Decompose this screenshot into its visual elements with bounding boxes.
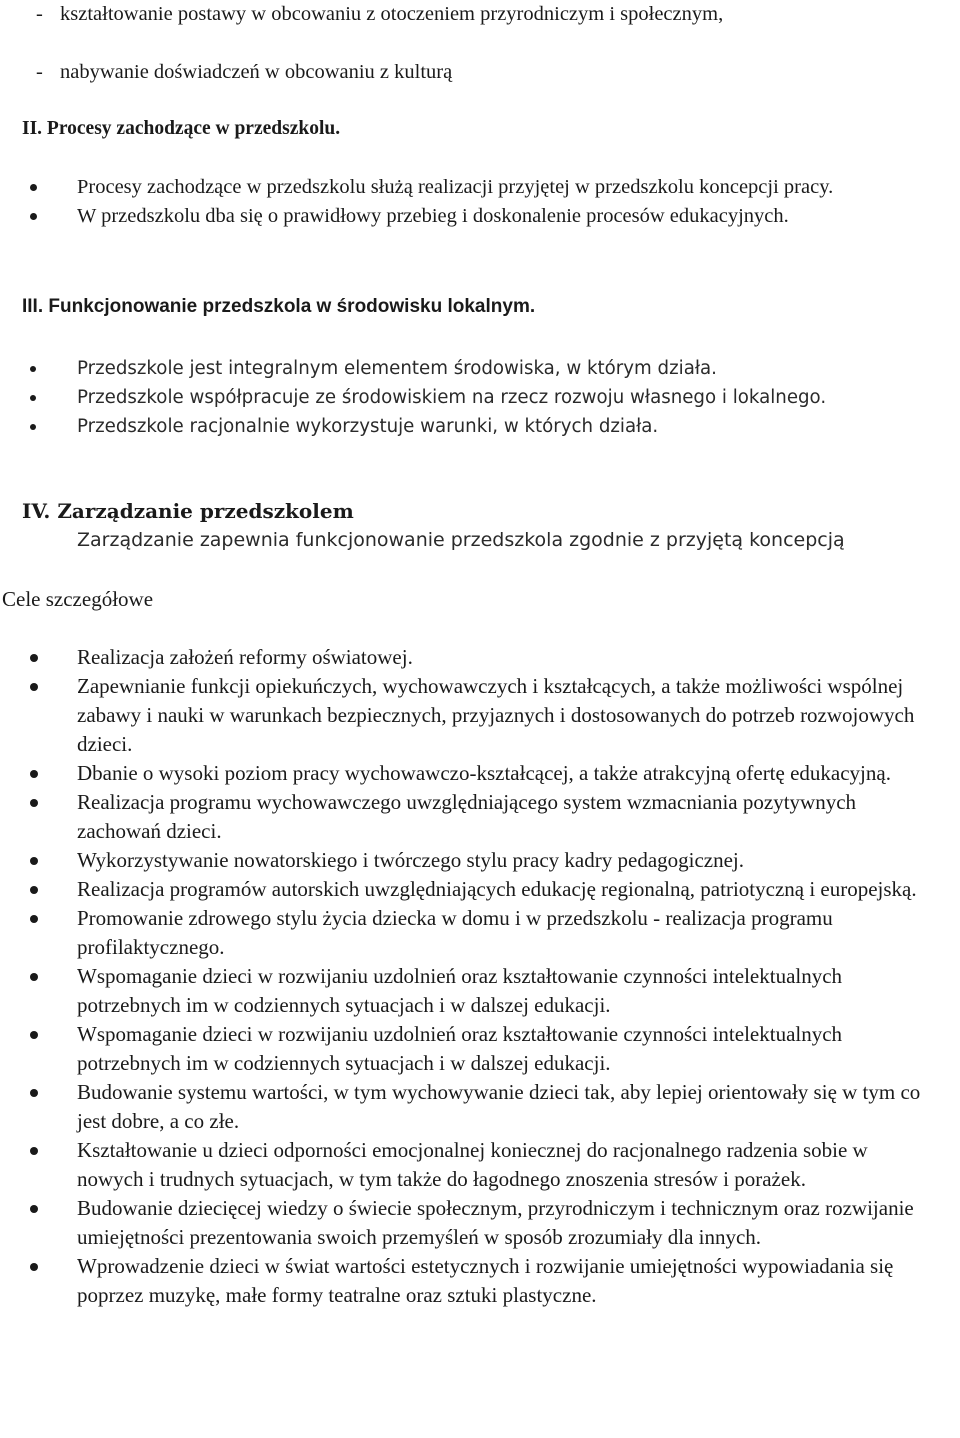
list-item-text: Promowanie zdrowego stylu życia dziecka w domu i w przedszkolu - realizacja programu profilaktycznego. — [77, 906, 833, 959]
bullet-icon — [30, 973, 38, 981]
bullet-icon — [30, 424, 36, 430]
bullet-icon — [30, 857, 38, 865]
bullet-icon — [30, 1031, 38, 1039]
section-4-subtitle: Zarządzanie zapewnia funkcjonowanie przedszkola zgodnie z przyjętą koncepcją — [77, 529, 845, 551]
list-item — [0, 354, 860, 383]
list-item-text: Wykorzystywanie nowatorskiego i twórczego stylu pracy kadry pedagogicznej. — [77, 848, 745, 872]
list-item — [0, 202, 900, 231]
section-3-list — [0, 354, 860, 441]
section-3-heading: III. Funkcjonowanie przedszkola w środowisku lokalnym. — [22, 296, 536, 317]
section-2-list — [0, 173, 900, 231]
section-4-heading — [22, 497, 354, 525]
bullet-icon — [30, 654, 38, 662]
bullet-icon — [30, 799, 38, 807]
bullet-icon — [30, 886, 38, 894]
dash-marker: - — [36, 3, 43, 25]
list-item — [0, 643, 935, 672]
list-item — [0, 846, 935, 875]
list-item — [0, 875, 935, 904]
list-item — [0, 412, 860, 441]
list-item — [0, 383, 860, 412]
section-2-heading: II. Procesy zachodzące w przedszkolu. — [22, 118, 341, 139]
bullet-icon — [30, 366, 36, 372]
list-item-text: Realizacja programu wychowawczego uwzględniającego system wzmacniania pozytywnych zachowań dzieci. — [77, 790, 857, 843]
list-item-text: Przedszkole współpracuje ze środowiskiem na rzecz rozwoju własnego i lokalnego. — [77, 387, 827, 408]
intro-line-1 — [36, 0, 723, 29]
bullet-icon — [30, 770, 38, 778]
list-item — [0, 1020, 935, 1078]
list-item — [0, 672, 935, 759]
list-item-text: Realizacja programów autorskich uwzględniających edukację regionalną, patriotyczną i europejską. — [77, 877, 917, 901]
section-4-title: Zarządzanie przedszkolem — [57, 499, 354, 523]
list-item — [0, 759, 935, 788]
list-item-text: Wspomaganie dzieci w rozwijaniu uzdolnień oraz kształtowanie czynności intelektualnych potrzebnych im w codziennych sytuacjach i w dalszej edukacji. — [77, 1022, 843, 1075]
list-item-text: Kształtowanie u dzieci odporności emocjonalnej koniecznej do racjonalnego radzenia sobie w nowych i trudnych sytuacjach, w tym także do łagodnego znoszenia stresów i porażek. — [77, 1138, 868, 1191]
cele-heading: Cele szczegółowe — [2, 587, 154, 611]
list-item — [0, 173, 900, 202]
list-item-text: Zapewnianie funkcji opiekuńczych, wychowawczych i kształcących, a także możliwości wspólnej zabawy i nauki w warunkach bezpiecznych, przyjaznych i dostosowanych do potrzeb rozwojowych dzieci. — [77, 674, 915, 756]
list-item-text: W przedszkolu dba się o prawidłowy przebieg i doskonalenie procesów edukacyjnych. — [77, 205, 789, 227]
list-item — [0, 904, 935, 962]
list-item — [0, 962, 935, 1020]
bullet-icon — [30, 213, 37, 220]
bullet-icon — [30, 683, 38, 691]
dash-marker: - — [36, 61, 43, 83]
list-item-text: Budowanie systemu wartości, w tym wychowywanie dzieci tak, aby lepiej orientowały się w tym co jest dobre, a co złe. — [77, 1080, 921, 1133]
list-item — [0, 1078, 935, 1136]
list-item-text: Realizacja założeń reformy oświatowej. — [77, 645, 413, 669]
list-item-text: Dbanie o wysoki poziom pracy wychowawczo-kształcącej, a także atrakcyjną ofertę edukacyjną. — [77, 761, 891, 785]
list-item-text: Przedszkole racjonalnie wykorzystuje warunki, w których działa. — [77, 416, 659, 437]
bullet-icon — [30, 395, 36, 401]
bullet-icon — [30, 1147, 38, 1155]
list-item — [0, 788, 935, 846]
bullet-icon — [30, 1205, 38, 1213]
list-item — [0, 1194, 935, 1252]
section-4-number: IV. — [22, 499, 51, 523]
list-item-text: Budowanie dziecięcej wiedzy o świecie społecznym, przyrodniczym i technicznym oraz rozwijanie umiejętności prezentowania swoich przemyśleń w sposób zrozumiały dla innych. — [77, 1196, 914, 1249]
bullet-icon — [30, 915, 38, 923]
list-item-text: Procesy zachodzące w przedszkolu służą realizacji przyjętej w przedszkolu koncepcji pracy. — [77, 176, 834, 198]
list-item-text: Wspomaganie dzieci w rozwijaniu uzdolnień oraz kształtowanie czynności intelektualnych potrzebnych im w codziennych sytuacjach i w dalszej edukacji. — [77, 964, 843, 1017]
list-item — [0, 1136, 935, 1194]
bullet-icon — [30, 184, 37, 191]
bullet-icon — [30, 1263, 38, 1271]
bullet-icon — [30, 1089, 38, 1097]
list-item-text: Przedszkole jest integralnym elementem środowiska, w którym działa. — [77, 358, 717, 379]
list-item — [0, 1252, 935, 1310]
intro-line-text: nabywanie doświadczeń w obcowaniu z kulturą — [60, 61, 453, 83]
list-item-text: Wprowadzenie dzieci w świat wartości estetycznych i rozwijanie umiejętności wypowiadania się poprzez muzykę, małe formy teatralne oraz sztuki plastyczne. — [77, 1254, 894, 1307]
intro-line-2 — [36, 58, 452, 87]
intro-line-text: kształtowanie postawy w obcowaniu z otoczeniem przyrodniczym i społecznym, — [60, 3, 724, 25]
cele-list — [0, 643, 935, 1310]
